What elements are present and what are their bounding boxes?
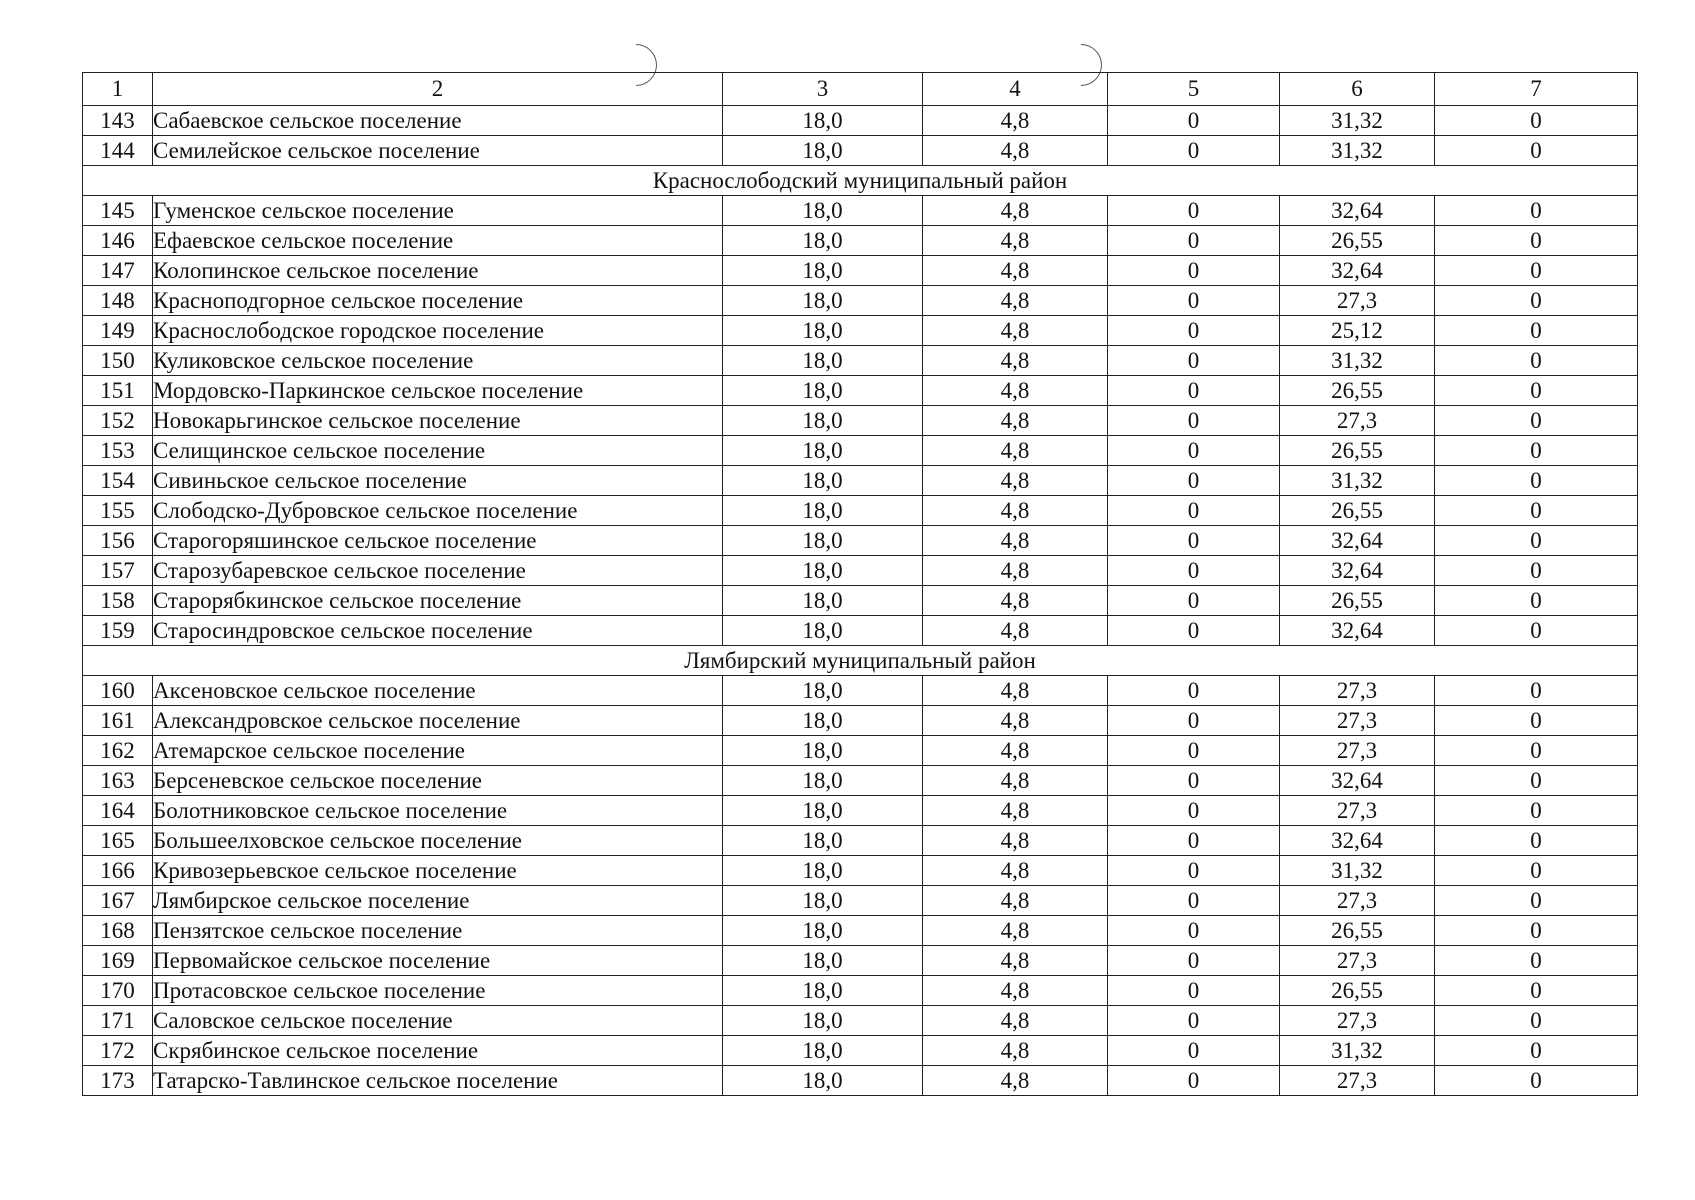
- value-col-3-cell: 18,0: [723, 856, 923, 886]
- value-col-6-cell: 32,64: [1280, 196, 1435, 226]
- value-col-6-cell: 27,3: [1280, 706, 1435, 736]
- value-col-7-cell: 0: [1435, 196, 1638, 226]
- value-col-6-cell: 26,55: [1280, 436, 1435, 466]
- value-col-7-cell: 0: [1435, 616, 1638, 646]
- table-row: [83, 1006, 1638, 1036]
- row-number-cell: 152: [83, 406, 153, 436]
- value-col-4-cell: 4,8: [923, 466, 1108, 496]
- table-row: [83, 766, 1638, 796]
- row-number-cell: 149: [83, 316, 153, 346]
- settlement-name-cell: Болотниковское сельское поселение: [153, 796, 723, 826]
- row-number-cell: 155: [83, 496, 153, 526]
- value-col-6-cell: 32,64: [1280, 526, 1435, 556]
- value-col-7-cell: 0: [1435, 886, 1638, 916]
- value-col-6-cell: 32,64: [1280, 826, 1435, 856]
- settlement-name-cell: Новокарьгинское сельское поселение: [153, 406, 723, 436]
- table-row: [83, 466, 1638, 496]
- row-number-cell: 161: [83, 706, 153, 736]
- value-col-5-cell: 0: [1108, 196, 1280, 226]
- value-col-5-cell: 0: [1108, 376, 1280, 406]
- value-col-5-cell: 0: [1108, 676, 1280, 706]
- table-body: [83, 73, 1638, 1096]
- settlement-name-cell: Гуменское сельское поселение: [153, 196, 723, 226]
- value-col-6-cell: 26,55: [1280, 376, 1435, 406]
- table-row: [83, 736, 1638, 766]
- value-col-4-cell: 4,8: [923, 1006, 1108, 1036]
- value-col-3-cell: 18,0: [723, 676, 923, 706]
- settlement-name-cell: Сабаевское сельское поселение: [153, 106, 723, 136]
- settlement-name-cell: Татарско-Тавлинское сельское поселение: [153, 1066, 723, 1096]
- value-col-3-cell: 18,0: [723, 886, 923, 916]
- value-col-4-cell: 4,8: [923, 346, 1108, 376]
- value-col-6-cell: 31,32: [1280, 136, 1435, 166]
- table-row: [83, 976, 1638, 1006]
- value-col-4-cell: 4,8: [923, 196, 1108, 226]
- value-col-6-cell: 26,55: [1280, 916, 1435, 946]
- table-row: [83, 376, 1638, 406]
- table-row: [83, 826, 1638, 856]
- value-col-7-cell: 0: [1435, 706, 1638, 736]
- row-number-cell: 166: [83, 856, 153, 886]
- value-col-5-cell: 0: [1108, 736, 1280, 766]
- value-col-5-cell: 0: [1108, 106, 1280, 136]
- value-col-4-cell: 4,8: [923, 796, 1108, 826]
- value-col-7-cell: 0: [1435, 1036, 1638, 1066]
- value-col-6-cell: 27,3: [1280, 946, 1435, 976]
- value-col-7-cell: 0: [1435, 316, 1638, 346]
- value-col-7-cell: 0: [1435, 436, 1638, 466]
- table-row: [83, 406, 1638, 436]
- table-row: [83, 856, 1638, 886]
- value-col-6-cell: 27,3: [1280, 676, 1435, 706]
- value-col-5-cell: 0: [1108, 466, 1280, 496]
- settlement-name-cell: Сивиньское сельское поселение: [153, 466, 723, 496]
- value-col-5-cell: 0: [1108, 796, 1280, 826]
- table-row: [83, 106, 1638, 136]
- value-col-3-cell: 18,0: [723, 1066, 923, 1096]
- value-col-4-cell: 4,8: [923, 946, 1108, 976]
- row-number-cell: 159: [83, 616, 153, 646]
- value-col-6-cell: 27,3: [1280, 1066, 1435, 1096]
- value-col-7-cell: 0: [1435, 256, 1638, 286]
- header-cell: 3: [723, 73, 923, 106]
- table-row: [83, 946, 1638, 976]
- value-col-3-cell: 18,0: [723, 556, 923, 586]
- district-title: Краснослободский муниципальный район: [83, 166, 1638, 196]
- value-col-4-cell: 4,8: [923, 376, 1108, 406]
- value-col-3-cell: 18,0: [723, 736, 923, 766]
- value-col-7-cell: 0: [1435, 136, 1638, 166]
- header-cell: 5: [1108, 73, 1280, 106]
- row-number-cell: 153: [83, 436, 153, 466]
- header-cell: 2: [153, 73, 723, 106]
- table-row: [83, 916, 1638, 946]
- value-col-3-cell: 18,0: [723, 406, 923, 436]
- value-col-6-cell: 31,32: [1280, 466, 1435, 496]
- row-number-cell: 143: [83, 106, 153, 136]
- table-row: [83, 556, 1638, 586]
- value-col-7-cell: 0: [1435, 1066, 1638, 1096]
- value-col-6-cell: 32,64: [1280, 766, 1435, 796]
- value-col-6-cell: 32,64: [1280, 556, 1435, 586]
- value-col-3-cell: 18,0: [723, 766, 923, 796]
- settlement-name-cell: Ефаевское сельское поселение: [153, 226, 723, 256]
- value-col-5-cell: 0: [1108, 346, 1280, 376]
- value-col-5-cell: 0: [1108, 886, 1280, 916]
- value-col-7-cell: 0: [1435, 586, 1638, 616]
- value-col-5-cell: 0: [1108, 706, 1280, 736]
- row-number-cell: 147: [83, 256, 153, 286]
- settlement-name-cell: Первомайское сельское поселение: [153, 946, 723, 976]
- value-col-5-cell: 0: [1108, 826, 1280, 856]
- value-col-6-cell: 31,32: [1280, 856, 1435, 886]
- value-col-5-cell: 0: [1108, 436, 1280, 466]
- value-col-6-cell: 31,32: [1280, 1036, 1435, 1066]
- settlement-name-cell: Пензятское сельское поселение: [153, 916, 723, 946]
- district-title: Лямбирский муниципальный район: [83, 646, 1638, 676]
- value-col-6-cell: 31,32: [1280, 346, 1435, 376]
- value-col-5-cell: 0: [1108, 976, 1280, 1006]
- value-col-4-cell: 4,8: [923, 226, 1108, 256]
- value-col-7-cell: 0: [1435, 286, 1638, 316]
- value-col-4-cell: 4,8: [923, 826, 1108, 856]
- settlement-name-cell: Селищинское сельское поселение: [153, 436, 723, 466]
- value-col-3-cell: 18,0: [723, 226, 923, 256]
- value-col-6-cell: 25,12: [1280, 316, 1435, 346]
- row-number-cell: 172: [83, 1036, 153, 1066]
- row-number-cell: 145: [83, 196, 153, 226]
- row-number-cell: 169: [83, 946, 153, 976]
- value-col-4-cell: 4,8: [923, 586, 1108, 616]
- header-cell: 1: [83, 73, 153, 106]
- value-col-6-cell: 26,55: [1280, 976, 1435, 1006]
- row-number-cell: 165: [83, 826, 153, 856]
- value-col-5-cell: 0: [1108, 256, 1280, 286]
- table-row: [83, 1066, 1638, 1096]
- table-row: [83, 136, 1638, 166]
- row-number-cell: 158: [83, 586, 153, 616]
- value-col-4-cell: 4,8: [923, 526, 1108, 556]
- value-col-5-cell: 0: [1108, 766, 1280, 796]
- value-col-5-cell: 0: [1108, 556, 1280, 586]
- table-row: [83, 796, 1638, 826]
- value-col-7-cell: 0: [1435, 556, 1638, 586]
- settlement-name-cell: Саловское сельское поселение: [153, 1006, 723, 1036]
- row-number-cell: 170: [83, 976, 153, 1006]
- table-row: [83, 676, 1638, 706]
- settlement-name-cell: Мордовско-Паркинское сельское поселение: [153, 376, 723, 406]
- value-col-6-cell: 31,32: [1280, 106, 1435, 136]
- row-number-cell: 148: [83, 286, 153, 316]
- table-row: [83, 226, 1638, 256]
- settlement-name-cell: Красноподгорное сельское поселение: [153, 286, 723, 316]
- value-col-7-cell: 0: [1435, 766, 1638, 796]
- value-col-5-cell: 0: [1108, 526, 1280, 556]
- settlement-name-cell: Берсеневское сельское поселение: [153, 766, 723, 796]
- value-col-3-cell: 18,0: [723, 946, 923, 976]
- value-col-4-cell: 4,8: [923, 406, 1108, 436]
- value-col-5-cell: 0: [1108, 136, 1280, 166]
- value-col-5-cell: 0: [1108, 1036, 1280, 1066]
- value-col-7-cell: 0: [1435, 226, 1638, 256]
- value-col-4-cell: 4,8: [923, 856, 1108, 886]
- row-number-cell: 157: [83, 556, 153, 586]
- value-col-3-cell: 18,0: [723, 136, 923, 166]
- value-col-4-cell: 4,8: [923, 286, 1108, 316]
- value-col-3-cell: 18,0: [723, 106, 923, 136]
- value-col-6-cell: 27,3: [1280, 886, 1435, 916]
- value-col-7-cell: 0: [1435, 526, 1638, 556]
- table-row: [83, 286, 1638, 316]
- settlement-name-cell: Протасовское сельское поселение: [153, 976, 723, 1006]
- row-number-cell: 171: [83, 1006, 153, 1036]
- row-number-cell: 151: [83, 376, 153, 406]
- value-col-7-cell: 0: [1435, 1006, 1638, 1036]
- value-col-5-cell: 0: [1108, 946, 1280, 976]
- value-col-6-cell: 32,64: [1280, 256, 1435, 286]
- value-col-7-cell: 0: [1435, 676, 1638, 706]
- row-number-cell: 173: [83, 1066, 153, 1096]
- value-col-5-cell: 0: [1108, 616, 1280, 646]
- value-col-3-cell: 18,0: [723, 976, 923, 1006]
- value-col-7-cell: 0: [1435, 976, 1638, 1006]
- column-number-header-row: [83, 73, 1638, 106]
- value-col-7-cell: 0: [1435, 406, 1638, 436]
- value-col-3-cell: 18,0: [723, 436, 923, 466]
- value-col-6-cell: 27,3: [1280, 736, 1435, 766]
- value-col-4-cell: 4,8: [923, 616, 1108, 646]
- row-number-cell: 154: [83, 466, 153, 496]
- value-col-4-cell: 4,8: [923, 496, 1108, 526]
- value-col-3-cell: 18,0: [723, 706, 923, 736]
- value-col-6-cell: 26,55: [1280, 226, 1435, 256]
- value-col-5-cell: 0: [1108, 286, 1280, 316]
- header-cell: 7: [1435, 73, 1638, 106]
- value-col-6-cell: 27,3: [1280, 406, 1435, 436]
- table-row: [83, 586, 1638, 616]
- settlement-name-cell: Куликовское сельское поселение: [153, 346, 723, 376]
- settlement-name-cell: Аксеновское сельское поселение: [153, 676, 723, 706]
- value-col-5-cell: 0: [1108, 406, 1280, 436]
- settlement-name-cell: Старорябкинское сельское поселение: [153, 586, 723, 616]
- table-row: [83, 316, 1638, 346]
- value-col-4-cell: 4,8: [923, 1066, 1108, 1096]
- value-col-3-cell: 18,0: [723, 196, 923, 226]
- value-col-7-cell: 0: [1435, 496, 1638, 526]
- table-row: [83, 196, 1638, 226]
- settlement-name-cell: Старозубаревское сельское поселение: [153, 556, 723, 586]
- value-col-3-cell: 18,0: [723, 1006, 923, 1036]
- value-col-5-cell: 0: [1108, 316, 1280, 346]
- settlement-name-cell: Краснослободское городское поселение: [153, 316, 723, 346]
- value-col-5-cell: 0: [1108, 586, 1280, 616]
- value-col-3-cell: 18,0: [723, 796, 923, 826]
- settlement-name-cell: Лямбирское сельское поселение: [153, 886, 723, 916]
- table-row: [83, 886, 1638, 916]
- value-col-7-cell: 0: [1435, 796, 1638, 826]
- value-col-7-cell: 0: [1435, 466, 1638, 496]
- table-row: [83, 526, 1638, 556]
- settlement-name-cell: Слободско-Дубровское сельское поселение: [153, 496, 723, 526]
- value-col-7-cell: 0: [1435, 106, 1638, 136]
- row-number-cell: 168: [83, 916, 153, 946]
- value-col-4-cell: 4,8: [923, 136, 1108, 166]
- value-col-5-cell: 0: [1108, 496, 1280, 526]
- value-col-7-cell: 0: [1435, 736, 1638, 766]
- value-col-4-cell: 4,8: [923, 916, 1108, 946]
- row-number-cell: 164: [83, 796, 153, 826]
- value-col-3-cell: 18,0: [723, 1036, 923, 1066]
- value-col-4-cell: 4,8: [923, 106, 1108, 136]
- value-col-3-cell: 18,0: [723, 586, 923, 616]
- value-col-3-cell: 18,0: [723, 286, 923, 316]
- table-row: [83, 346, 1638, 376]
- value-col-3-cell: 18,0: [723, 256, 923, 286]
- value-col-7-cell: 0: [1435, 826, 1638, 856]
- row-number-cell: 150: [83, 346, 153, 376]
- row-number-cell: 162: [83, 736, 153, 766]
- value-col-3-cell: 18,0: [723, 346, 923, 376]
- value-col-3-cell: 18,0: [723, 616, 923, 646]
- value-col-3-cell: 18,0: [723, 916, 923, 946]
- value-col-7-cell: 0: [1435, 376, 1638, 406]
- district-heading-row: [83, 646, 1638, 676]
- value-col-4-cell: 4,8: [923, 256, 1108, 286]
- table-row: [83, 496, 1638, 526]
- table-row: [83, 1036, 1638, 1066]
- settlement-name-cell: Атемарское сельское поселение: [153, 736, 723, 766]
- value-col-6-cell: 26,55: [1280, 496, 1435, 526]
- value-col-6-cell: 27,3: [1280, 1006, 1435, 1036]
- row-number-cell: 167: [83, 886, 153, 916]
- value-col-4-cell: 4,8: [923, 436, 1108, 466]
- value-col-7-cell: 0: [1435, 916, 1638, 946]
- value-col-5-cell: 0: [1108, 856, 1280, 886]
- value-col-5-cell: 0: [1108, 1066, 1280, 1096]
- table-row: [83, 436, 1638, 466]
- value-col-4-cell: 4,8: [923, 676, 1108, 706]
- value-col-4-cell: 4,8: [923, 766, 1108, 796]
- value-col-6-cell: 26,55: [1280, 586, 1435, 616]
- settlement-name-cell: Старосиндровское сельское поселение: [153, 616, 723, 646]
- value-col-7-cell: 0: [1435, 856, 1638, 886]
- value-col-4-cell: 4,8: [923, 316, 1108, 346]
- settlements-table: [82, 72, 1638, 1096]
- value-col-5-cell: 0: [1108, 1006, 1280, 1036]
- district-heading-row: [83, 166, 1638, 196]
- settlement-name-cell: Колопинское сельское поселение: [153, 256, 723, 286]
- value-col-6-cell: 27,3: [1280, 286, 1435, 316]
- value-col-5-cell: 0: [1108, 226, 1280, 256]
- settlement-name-cell: Большеелховское сельское поселение: [153, 826, 723, 856]
- header-cell: 4: [923, 73, 1108, 106]
- settlement-name-cell: Семилейское сельское поселение: [153, 136, 723, 166]
- row-number-cell: 163: [83, 766, 153, 796]
- value-col-4-cell: 4,8: [923, 976, 1108, 1006]
- settlement-name-cell: Александровское сельское поселение: [153, 706, 723, 736]
- table-row: [83, 256, 1638, 286]
- value-col-4-cell: 4,8: [923, 556, 1108, 586]
- value-col-3-cell: 18,0: [723, 466, 923, 496]
- row-number-cell: 146: [83, 226, 153, 256]
- row-number-cell: 160: [83, 676, 153, 706]
- settlement-name-cell: Скрябинское сельское поселение: [153, 1036, 723, 1066]
- row-number-cell: 144: [83, 136, 153, 166]
- value-col-3-cell: 18,0: [723, 376, 923, 406]
- settlement-name-cell: Старогоряшинское сельское поселение: [153, 526, 723, 556]
- value-col-3-cell: 18,0: [723, 316, 923, 346]
- value-col-3-cell: 18,0: [723, 826, 923, 856]
- value-col-4-cell: 4,8: [923, 1036, 1108, 1066]
- value-col-4-cell: 4,8: [923, 886, 1108, 916]
- value-col-7-cell: 0: [1435, 946, 1638, 976]
- settlement-name-cell: Кривозерьевское сельское поселение: [153, 856, 723, 886]
- value-col-5-cell: 0: [1108, 916, 1280, 946]
- value-col-3-cell: 18,0: [723, 496, 923, 526]
- table-row: [83, 616, 1638, 646]
- row-number-cell: 156: [83, 526, 153, 556]
- value-col-6-cell: 27,3: [1280, 796, 1435, 826]
- table-row: [83, 706, 1638, 736]
- value-col-7-cell: 0: [1435, 346, 1638, 376]
- value-col-4-cell: 4,8: [923, 706, 1108, 736]
- value-col-6-cell: 32,64: [1280, 616, 1435, 646]
- value-col-4-cell: 4,8: [923, 736, 1108, 766]
- header-cell: 6: [1280, 73, 1435, 106]
- value-col-3-cell: 18,0: [723, 526, 923, 556]
